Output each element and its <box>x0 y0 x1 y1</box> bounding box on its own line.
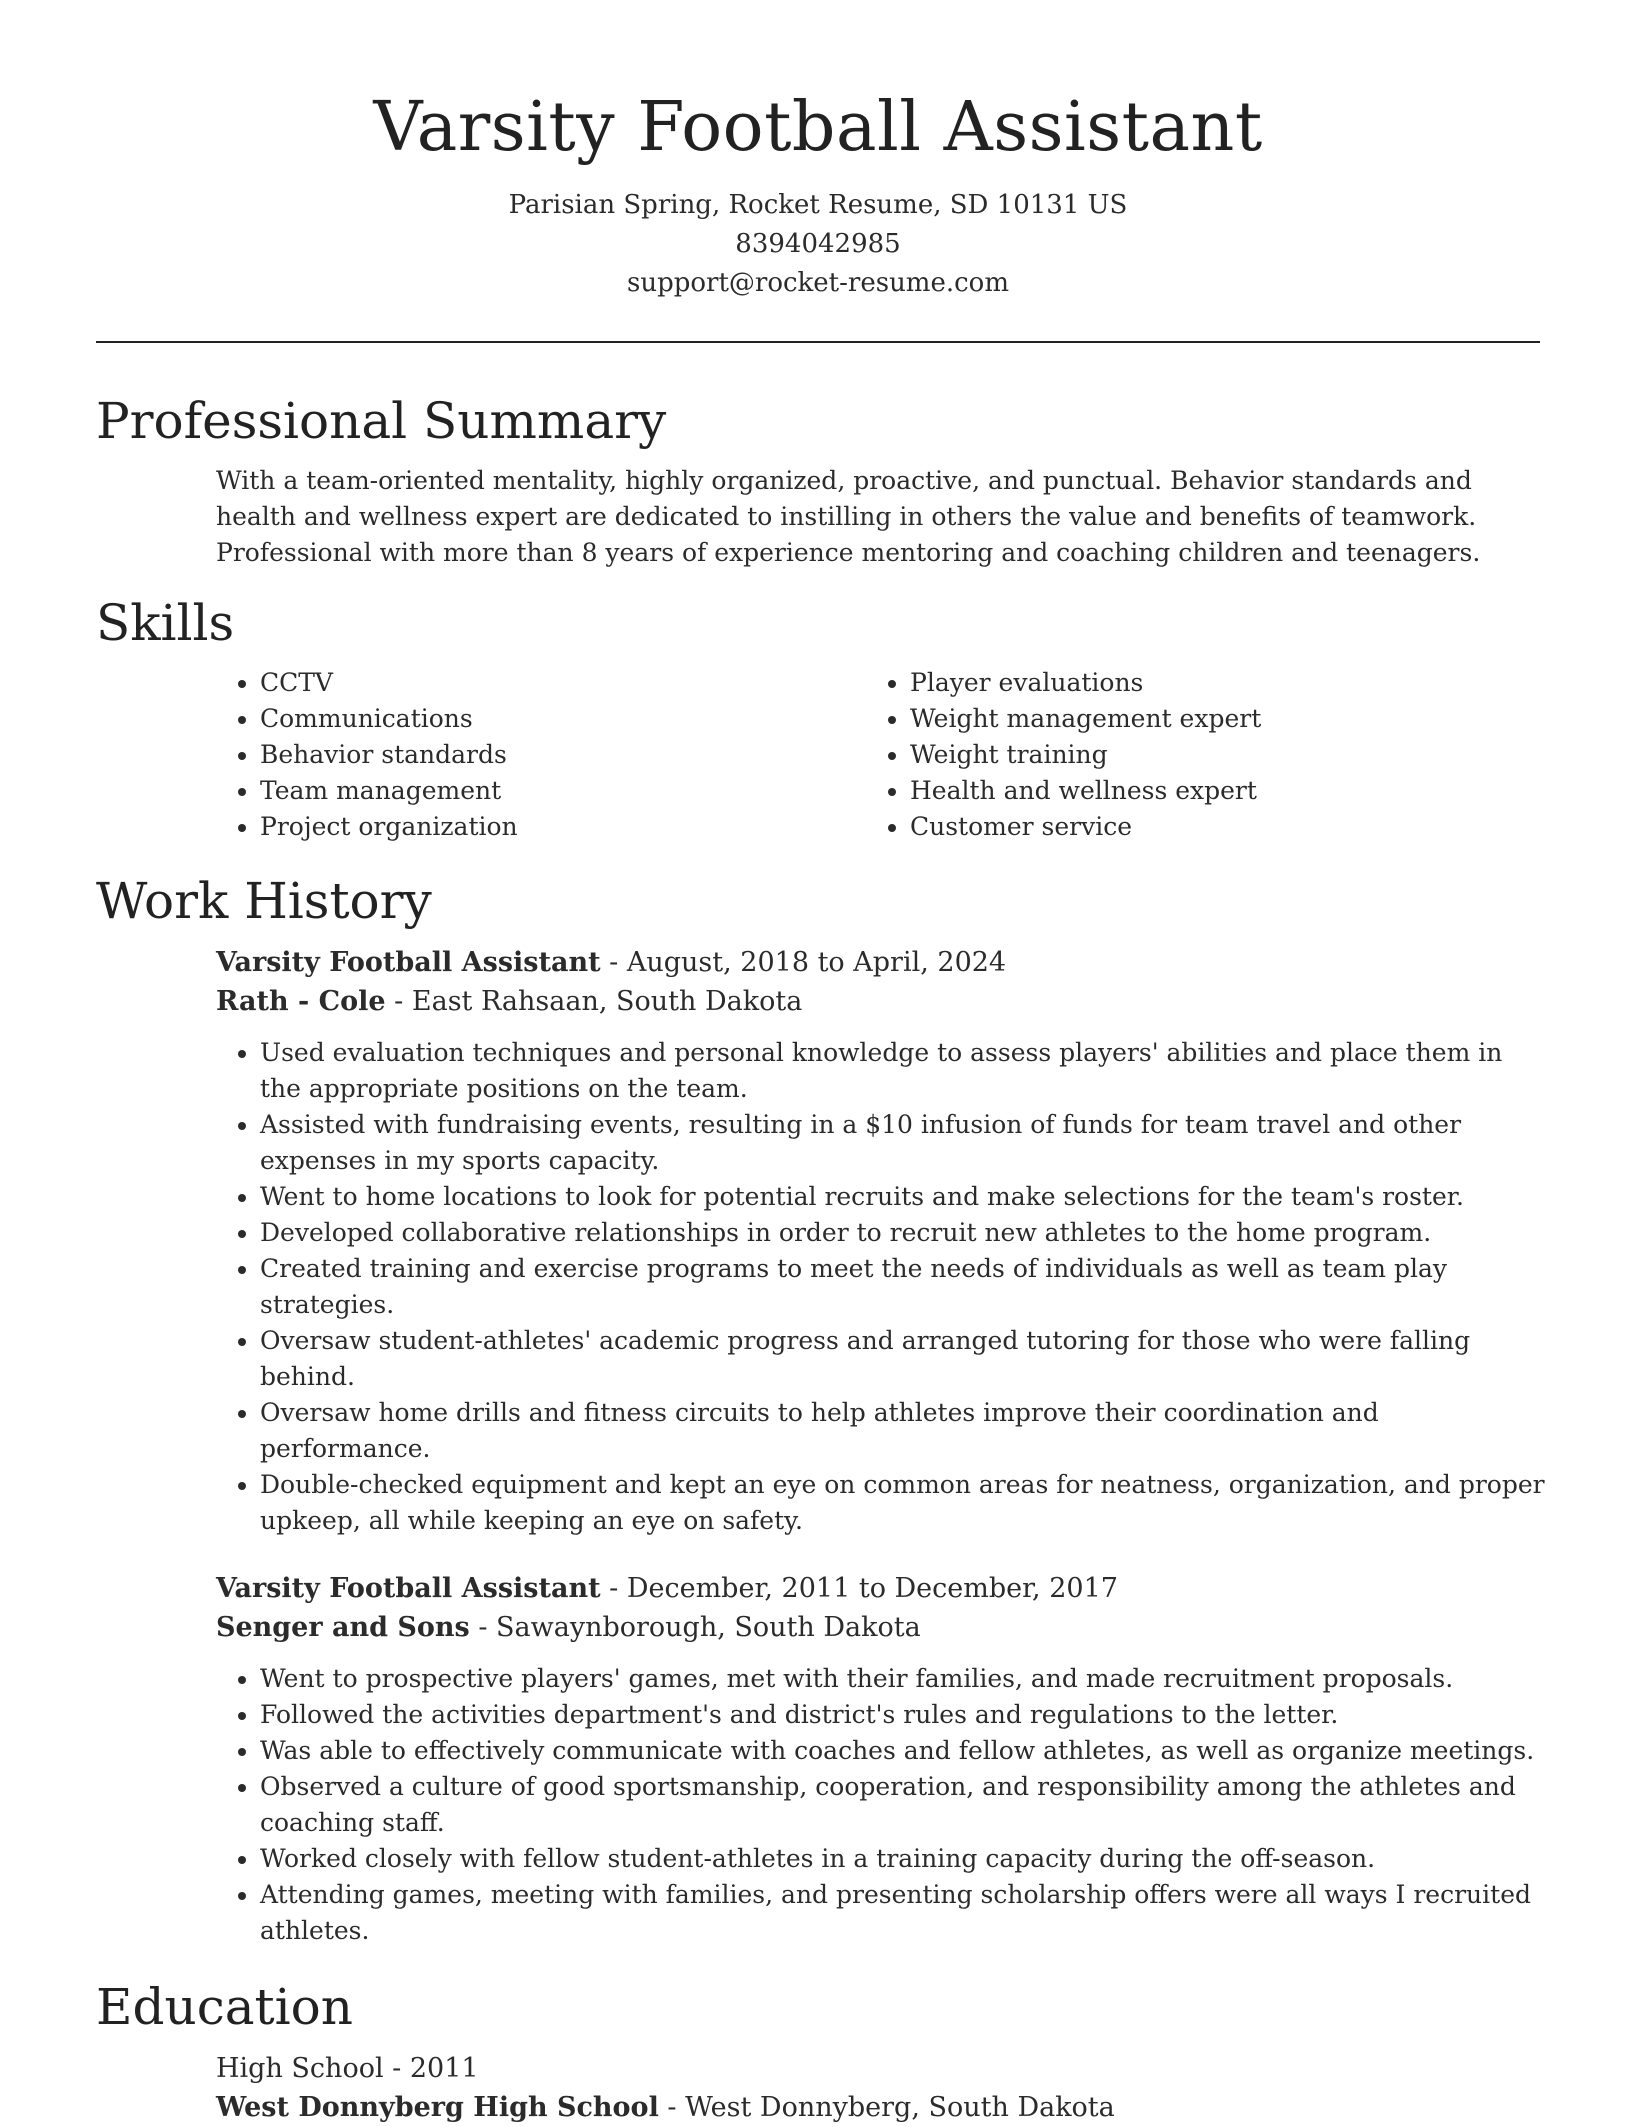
skill-item: • Player evaluations <box>910 665 1516 701</box>
job-bullet: • Assisted with fundraising events, resulting in a $10 infusion of funds for team travel and other expenses in my sports capacity. <box>260 1107 1546 1179</box>
contact-phone: 8394042985 <box>735 229 901 259</box>
work-history-heading: Work History <box>96 872 432 930</box>
job-location: - East Rahsaan, South Dakota <box>385 986 803 1017</box>
job-bullet: • Attending games, meeting with families, and presenting scholarship offers were all ways I recruited athletes. <box>260 1877 1546 1949</box>
job-bullet: • Used evaluation techniques and personal knowledge to assess players' abilities and place them in the appropriate positions on the team. <box>260 1035 1546 1107</box>
job-bullet: • Was able to effectively communicate with coaches and fellow athletes, as well as organize meetings. <box>260 1733 1546 1769</box>
job-dates: - December, 2011 to December, 2017 <box>600 1573 1118 1604</box>
header-divider <box>96 341 1540 343</box>
summary-text: With a team-oriented mentality, highly organized, proactive, and punctual. Behavior standards and health and wellness expert are dedicated to instilling in others the value and benefits of teamwork. Professional with more than 8 years of experience mentoring and coaching children and teenagers. <box>216 466 1481 567</box>
contact-block <box>96 186 1540 303</box>
job-bullet: • Observed a culture of good sportsmanship, cooperation, and responsibility among the athletes and coaching staff. <box>260 1769 1546 1841</box>
job-company-line <box>216 982 1546 1021</box>
job-bullet: • Went to prospective players' games, met with their families, and made recruitment proposals. <box>260 1661 1546 1697</box>
candidate-name: Varsity Football Assistant <box>373 88 1263 167</box>
skill-item: • Project organization <box>260 809 866 845</box>
summary-heading: Professional Summary <box>96 392 667 450</box>
skill-item: • CCTV <box>260 665 866 701</box>
job-bullet: • Went to home locations to look for potential recruits and make selections for the team's roster. <box>260 1179 1546 1215</box>
skill-item: • Weight training <box>910 737 1516 773</box>
skills-section <box>96 591 1540 845</box>
job-role: Varsity Football Assistant <box>216 947 601 978</box>
job-title-line <box>216 943 1546 982</box>
job-bullets <box>216 1661 1546 1949</box>
job-bullet: • Oversaw student-athletes' academic progress and arranged tutoring for those who were falling behind. <box>260 1323 1546 1395</box>
resume-header <box>96 0 1540 303</box>
education-school-line <box>216 2088 1546 2127</box>
education-heading: Education <box>96 1978 353 2036</box>
education-location: - West Donnyberg, South Dakota <box>658 2092 1115 2123</box>
skill-item: • Team management <box>260 773 866 809</box>
skills-heading: Skills <box>96 594 235 652</box>
summary-section <box>96 389 1540 571</box>
job-dates: - August, 2018 to April, 2024 <box>600 947 1007 978</box>
job-bullet: • Oversaw home drills and fitness circuits to help athletes improve their coordination and performance. <box>260 1395 1546 1467</box>
job-bullet: • Followed the activities department's and district's rules and regulations to the letter. <box>260 1697 1546 1733</box>
skill-item: • Customer service <box>910 809 1516 845</box>
job-entry <box>216 1569 1546 1949</box>
job-bullet: • Created training and exercise programs to meet the needs of individuals as well as team play strategies. <box>260 1251 1546 1323</box>
work-history-section <box>96 869 1545 1949</box>
contact-email: support@rocket-resume.com <box>626 268 1009 298</box>
job-entry <box>216 943 1546 1539</box>
skill-item: • Health and wellness expert <box>910 773 1516 809</box>
job-company-line <box>216 1608 1546 1647</box>
job-company: Senger and Sons <box>216 1612 470 1643</box>
job-bullets <box>216 1035 1546 1539</box>
skill-item: • Communications <box>260 701 866 737</box>
education-degree-line <box>216 2049 1546 2088</box>
education-school: West Donnyberg High School <box>216 2092 659 2123</box>
education-year: - 2011 <box>383 2053 479 2084</box>
job-title-line <box>216 1569 1546 1608</box>
skills-list <box>216 665 1546 845</box>
job-bullet: • Double-checked equipment and kept an eye on common areas for neatness, organization, and proper upkeep, all while keeping an eye on safety. <box>260 1467 1546 1539</box>
skills-column-right <box>866 665 1516 845</box>
skills-column-left <box>216 665 866 845</box>
job-location: - Sawaynborough, South Dakota <box>469 1612 921 1643</box>
education-entry <box>216 2049 1546 2127</box>
contact-address: Parisian Spring, Rocket Resume, SD 10131 US <box>508 190 1128 220</box>
education-section <box>96 1975 1540 2127</box>
education-degree: High School <box>216 2053 384 2084</box>
resume-page <box>96 0 1545 2127</box>
skill-item: • Behavior standards <box>260 737 866 773</box>
job-company: Rath - Cole <box>216 986 386 1017</box>
skill-item: • Weight management expert <box>910 701 1516 737</box>
job-role: Varsity Football Assistant <box>216 1573 601 1604</box>
job-bullet: • Worked closely with fellow student-athletes in a training capacity during the off-season. <box>260 1841 1546 1877</box>
job-bullet: • Developed collaborative relationships in order to recruit new athletes to the home program. <box>260 1215 1546 1251</box>
